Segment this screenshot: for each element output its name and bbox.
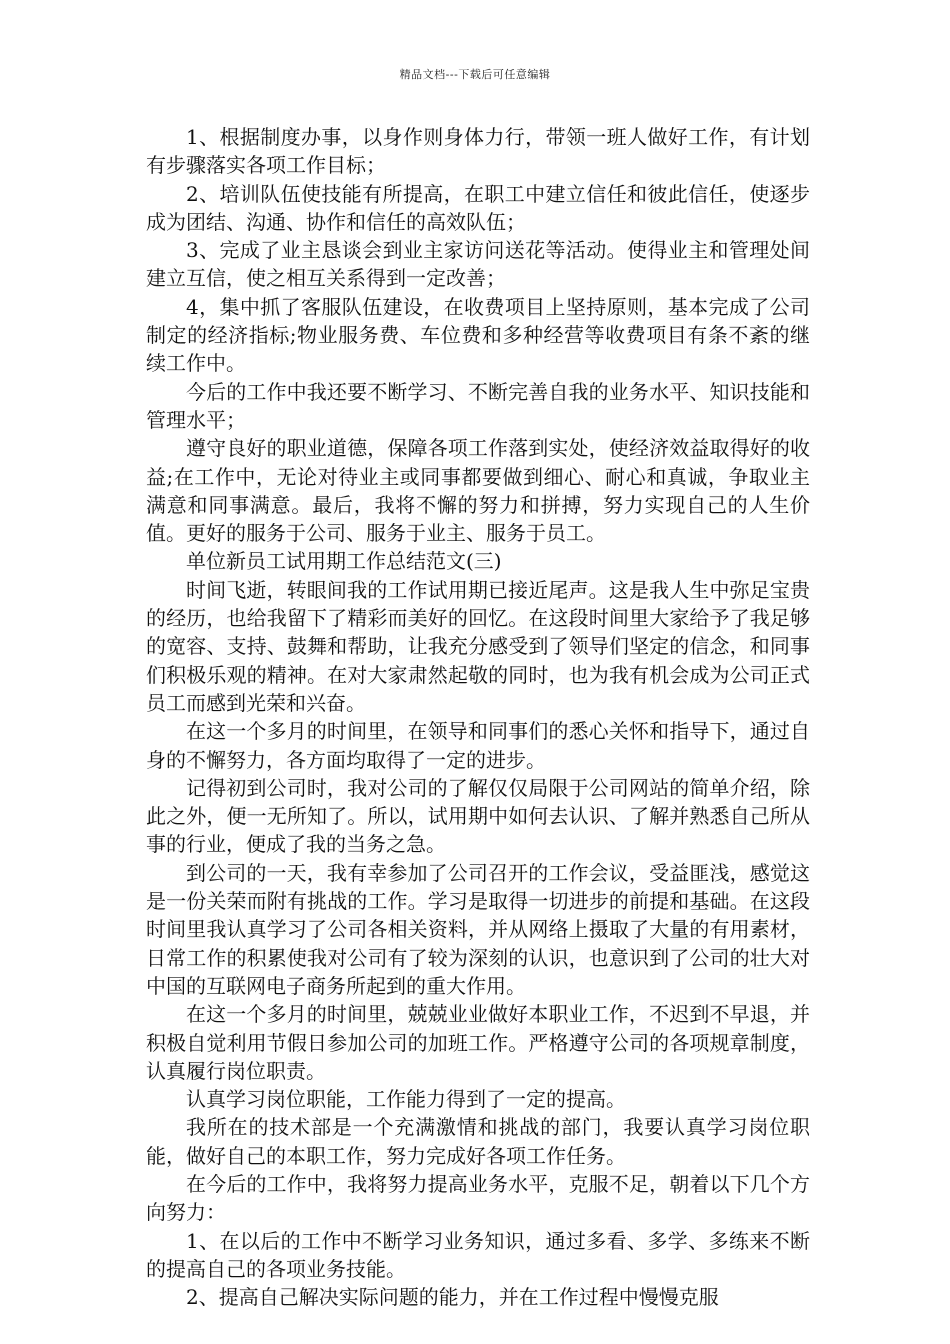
paragraph: 我所在的技术部是一个充满激情和挑战的部门，我要认真学习岗位职能，做好自己的本职工作，努力完成好各项工作任务。 [146,1115,810,1168]
paragraph: 在这一个多月的时间里，在领导和同事们的悉心关怀和指导下，通过自身的不懈努力，各方面均取得了一定的进步。 [146,719,810,772]
page-header: 精品文档---下载后可任意编辑 [399,68,551,81]
paragraph: 今后的工作中我还要不断学习、不断完善自我的业务水平、知识技能和管理水平； [146,379,810,432]
paragraph: 记得初到公司时，我对公司的了解仅仅局限于公司网站的简单介绍，除此之外，便一无所知了。所以，试用期中如何去认识、了解并熟悉自己所从事的行业，便成了我的当务之急。 [146,775,810,857]
paragraph: 在今后的工作中，我将努力提高业务水平，克服不足，朝着以下几个方向努力： [146,1171,810,1225]
paragraph: 到公司的一天，我有幸参加了公司召开的工作会议，受益匪浅，感觉这是一份关荣而附有挑战的工作。学习是取得一切进步的前提和基础。在这段时间里我认真学习了公司各相关资料，并从网络上摄取了大量的有用素材，日常工作的积累使我对公司有了较为深刻的认识，也意识到了公司的壮大对中国的互联网电子商务所起到的重大作用。 [146,860,810,998]
paragraph: 3、完成了业主恳谈会到业主家访问送花等活动。使得业主和管理处间建立互信，使之相互关系得到一定改善； [146,238,810,291]
document-body [146,123,810,1311]
section-heading: 单位新员工试用期工作总结范文(三) [186,549,502,574]
paragraph: 1、根据制度办事，以身作则身体力行，带领一班人做好工作，有计划有步骤落实各项工作目标； [146,125,810,178]
paragraph: 1、在以后的工作中不断学习业务知识，通过多看、多学、多练来不断的提高自己的各项业务技能。 [146,1228,810,1281]
paragraph: 在这一个多月的时间里，兢兢业业做好本职业工作，不迟到不早退，并积极自觉利用节假日参加公司的加班工作。严格遵守公司的各项规章制度，认真履行岗位职责。 [146,1002,810,1083]
paragraph: 2、培训队伍使技能有所提高，在职工中建立信任和彼此信任，使逐步成为团结、沟通、协作和信任的高效队伍； [146,181,810,234]
paragraph: 认真学习岗位职能，工作能力得到了一定的提高。 [186,1087,626,1112]
paragraph: 4，集中抓了客服队伍建设，在收费项目上坚持原则，基本完成了公司制定的经济指标;物业服务费、车位费和多种经营等收费项目有条不紊的继续工作中。 [146,294,810,376]
paragraph: 时间飞逝，转眼间我的工作试用期已接近尾声。这是我人生中弥足宝贵的经历，也给我留下了精彩而美好的回忆。在这段时间里大家给予了我足够的宽容、支持、鼓舞和帮助，让我充分感受到了领导们坚定的信念，和同事们积极乐观的精神。在对大家肃然起敬的同时，也为我有机会成为公司正式员工而感到光荣和兴奋。 [146,577,810,715]
paragraph: 2、提高自己解决实际问题的能力，并在工作过程中慢慢克服 [186,1285,719,1310]
paragraph: 遵守良好的职业道德，保障各项工作落到实处，使经济效益取得好的收益;在工作中，无论对待业主或同事都要做到细心、耐心和真诚，争取业主满意和同事满意。最后，我将不懈的努力和拼搏，努力实现自己的人生价值。更好的服务于公司、服务于业主、服务于员工。 [146,436,810,546]
